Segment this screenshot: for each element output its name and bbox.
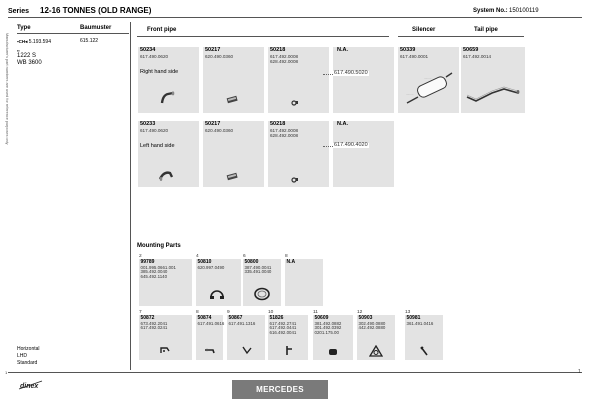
item-number: 7 — [139, 310, 142, 315]
item-number: 4 — [196, 254, 199, 259]
mounting-parts-title: Mounting Parts — [137, 243, 181, 249]
part-code: 50872 — [140, 315, 155, 321]
part-code: 50218 — [270, 47, 286, 53]
system-number: 150100119 — [509, 8, 539, 14]
reference-number: 617.490.4020 — [334, 142, 368, 148]
part-number-1: 617.492.2741 — [269, 320, 297, 326]
model-line-1: 1222 S — [17, 53, 37, 59]
part-number-1: 387.490.0041 — [244, 264, 272, 270]
item-number: 12 — [357, 310, 363, 315]
front-pipe-icon — [158, 169, 174, 183]
mount-cell[interactable] — [243, 259, 281, 306]
footer-divider — [8, 372, 582, 373]
part-number-2: 335.491.0040 — [244, 269, 272, 274]
part-cell-clamp[interactable] — [203, 47, 264, 113]
item-number: 10 — [268, 310, 274, 315]
rubber-ring-icon — [253, 287, 271, 301]
page-number-right: 1 — [578, 369, 581, 375]
part-code: 50217 — [205, 47, 221, 53]
bracket-icon — [241, 345, 253, 355]
code-prefix-icon: ▪CH◂ — [17, 39, 28, 44]
bracket-icon — [204, 345, 216, 355]
type-code: ▪CH◂ 5.193.594 — [17, 39, 51, 45]
silencer-tail-rule — [398, 36, 524, 37]
item-number: 8 — [196, 310, 199, 315]
header-divider — [8, 17, 582, 18]
part-cell-clamp[interactable] — [203, 121, 264, 187]
mount-cell[interactable] — [196, 259, 241, 306]
column-front-pipe: Front pipe — [147, 27, 177, 33]
part-cell-front-pipe-lh[interactable] — [138, 121, 199, 187]
gasket-icon — [291, 100, 299, 106]
column-tail-pipe: Tail pipe — [474, 27, 498, 33]
mount-cell[interactable] — [313, 315, 353, 360]
part-code: 50234 — [140, 47, 156, 53]
part-number: 617.490.0001 — [400, 54, 429, 59]
left-panel-divider — [130, 22, 131, 370]
part-cell-na-2[interactable] — [333, 121, 394, 187]
part-code: 99789 — [140, 259, 155, 265]
mount-cell[interactable] — [357, 315, 395, 360]
part-number-2: 628.492.0008 — [270, 133, 299, 138]
page-number-left: 1 — [5, 370, 8, 375]
bracket-icon — [284, 345, 294, 356]
leader-dots — [323, 74, 333, 75]
baumuster-header: Baumuster — [80, 25, 112, 31]
spec-lhd: LHD — [17, 353, 28, 359]
bracket-icon — [159, 345, 171, 355]
part-code: 50903 — [358, 315, 373, 321]
part-code: N.A. — [337, 47, 348, 53]
baumuster-value: 615.122 — [80, 38, 99, 44]
part-code: 50218 — [270, 121, 286, 127]
part-cell-gasket[interactable] — [268, 121, 329, 187]
item-number: 8 — [285, 254, 288, 259]
part-number-2: 617.492.0241 — [140, 325, 168, 330]
part-code: 50800 — [244, 259, 259, 265]
gasket-icon — [291, 177, 299, 183]
part-number-1: 617.492.0008 — [270, 54, 299, 59]
part-code: 50233 — [140, 121, 156, 127]
part-number-1: 001.995.0661.001 — [140, 264, 176, 270]
part-code: 51826 — [269, 315, 284, 321]
reference-number: 617.490.5020 — [334, 70, 368, 76]
part-number-2: 628.492.0008 — [270, 59, 299, 64]
column-silencer: Silencer — [412, 27, 436, 33]
part-code: 50217 — [205, 121, 221, 127]
brand-name: MERCEDES — [256, 385, 304, 394]
part-number: 620.490.0360 — [205, 128, 234, 133]
part-number-2: 385.492.0040 — [140, 269, 168, 274]
part-number-3: 645.492.1140 — [140, 273, 168, 279]
part-number-1: 381.492.0882 — [314, 320, 342, 326]
mount-cell[interactable] — [268, 315, 308, 360]
front-pipe-rule — [137, 36, 389, 37]
part-code: 50609 — [314, 315, 329, 321]
type-divider — [17, 33, 129, 34]
part-number-2: 301.492.0392 — [314, 325, 342, 330]
part-cell-silencer[interactable] — [398, 47, 459, 113]
svg-text:dinex: dinex — [20, 383, 39, 390]
front-pipe-icon — [160, 91, 176, 105]
part-code: 50874 — [197, 315, 212, 321]
model-icon: ▪▪ — [17, 48, 20, 53]
bolt-icon — [419, 345, 429, 357]
silencer-icon — [404, 67, 454, 109]
series-title: 12-16 TONNES (OLD RANGE) — [40, 6, 152, 15]
part-code: N.A — [286, 259, 296, 265]
part-code: 50659 — [463, 47, 479, 53]
svg-text:·········: ········· — [406, 93, 414, 96]
part-number-2: 617.492.0441 — [269, 325, 297, 330]
mount-cell[interactable] — [405, 315, 443, 360]
part-number: 617.492.0014 — [463, 54, 492, 59]
mount-cell[interactable] — [196, 315, 223, 360]
part-number-1: 673.492.2041 — [140, 320, 168, 326]
part-number: 617.490.0620 — [140, 128, 169, 133]
disclaimer-text: Manufacturer's part numbers are used for reference purposes only — [5, 33, 9, 145]
part-number: 617.491.1316 — [228, 320, 256, 326]
model-line-2: WB 3600 — [17, 60, 42, 66]
part-number-1: 617.492.0008 — [270, 128, 299, 133]
item-number: 9 — [227, 310, 230, 315]
clamp-icon — [225, 94, 239, 104]
item-number: 11 — [313, 310, 318, 315]
part-code: 50981 — [406, 315, 421, 321]
part-code: 50867 — [228, 315, 243, 321]
side-label: Left hand side — [140, 143, 175, 149]
part-code: 50810 — [197, 259, 212, 265]
mount-cell[interactable] — [139, 315, 192, 360]
item-number: 6 — [243, 254, 246, 259]
mount-cell[interactable] — [285, 259, 323, 306]
flange-icon — [369, 345, 383, 357]
part-number-2: 442.492.0880 — [358, 325, 386, 330]
system-label: System No.: — [473, 8, 508, 14]
clamp-ring-icon — [208, 286, 226, 300]
dinex-logo — [18, 379, 44, 391]
part-number: 361.491.0416 — [406, 320, 434, 326]
part-number: 620.490.0360 — [205, 54, 234, 59]
part-number: 620.997.0490 — [197, 264, 225, 270]
mount-cell[interactable] — [139, 259, 192, 306]
item-number: 2 — [139, 254, 142, 259]
part-code: 50339 — [400, 47, 416, 53]
svg-text:·········: ········· — [424, 77, 432, 80]
part-number: 617.491.0616 — [197, 320, 225, 326]
leader-dots — [323, 146, 333, 147]
part-number-3: 616.492.0041 — [269, 329, 297, 335]
mount-cell[interactable] — [227, 315, 265, 360]
series-label: Series — [8, 8, 30, 15]
part-number-3: 0201.175.00 — [314, 329, 339, 335]
brand-banner — [232, 380, 328, 399]
part-cell-tail-pipe[interactable] — [461, 47, 525, 113]
part-number: 617.490.0620 — [140, 54, 169, 59]
part-code: N.A. — [337, 121, 348, 127]
type-header: Type — [17, 25, 31, 31]
rubber-block-icon — [328, 348, 338, 356]
clamp-icon — [225, 171, 239, 181]
part-cell-front-pipe-rh[interactable] — [138, 47, 199, 113]
part-cell-gasket[interactable] — [268, 47, 329, 113]
part-cell-na-1[interactable] — [333, 47, 394, 113]
part-number-1: 302.490.0880 — [358, 320, 386, 326]
side-label: Right hand side — [140, 69, 179, 75]
spec-standard: Standard — [17, 360, 38, 366]
spec-horizontal: Horizontal — [17, 346, 40, 352]
tail-pipe-icon — [464, 77, 522, 105]
item-number: 13 — [405, 310, 411, 315]
